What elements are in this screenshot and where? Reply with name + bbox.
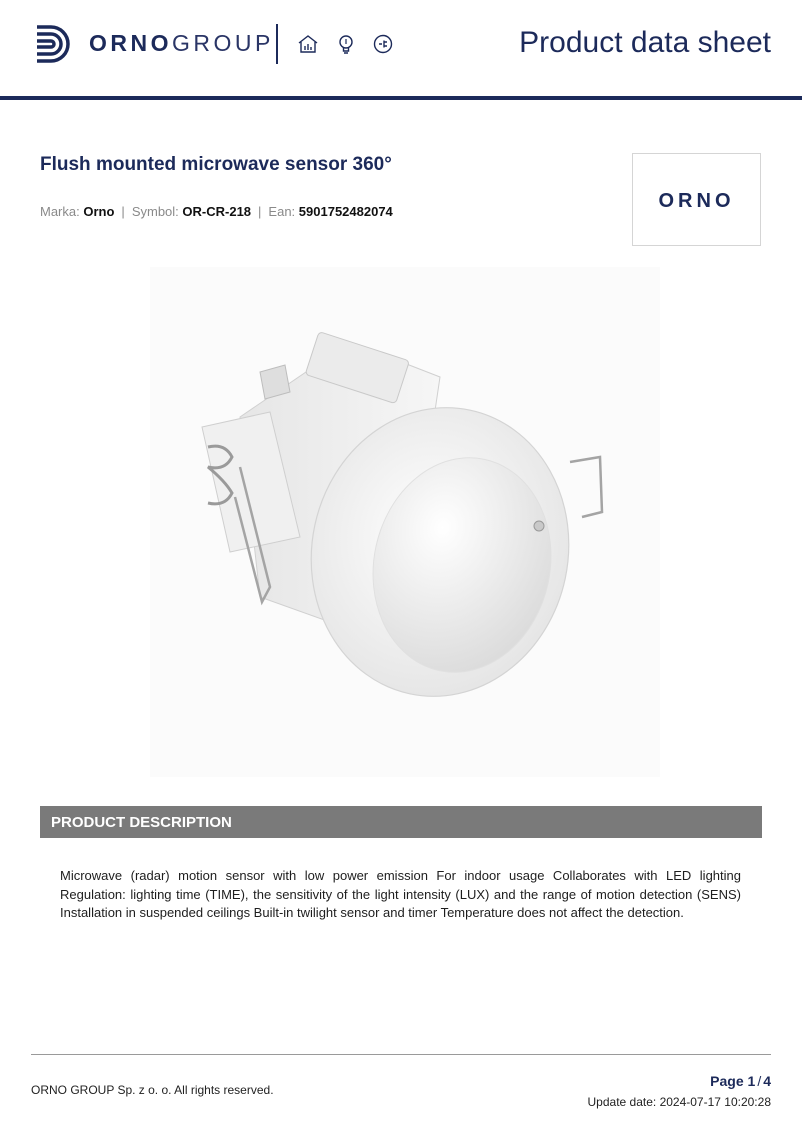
update-date [588, 1095, 772, 1109]
meta-separator: | [258, 204, 262, 219]
ean-label: Ean: [268, 204, 296, 219]
meta-separator: | [121, 204, 125, 219]
copyright-notice: ORNO GROUP Sp. z o. o. All rights reserved. [31, 1083, 274, 1097]
header-rule [0, 96, 802, 100]
product-image [150, 267, 660, 777]
footer-rule [31, 1054, 771, 1055]
document-title: Product data sheet [519, 26, 771, 59]
light-bulb-icon [335, 33, 357, 55]
product-title: Flush mounted microwave sensor 360° [40, 154, 392, 175]
product-description: Microwave (radar) motion sensor with low power emission For indoor usage Collaborates with LED lighting Regulation: lighting time (TIME), the sensitivity of the light intensity (LUX) and the range of motion detection (SENS) Installation in suspended ceilings Built-in twilight sensor and timer Temperature does not affect the detection. [60, 868, 741, 920]
orno-logo-icon [33, 23, 75, 65]
page-total: 4 [763, 1073, 771, 1089]
home-automation-icon [297, 33, 319, 55]
page-current: 1 [747, 1073, 756, 1089]
power-socket-icon [372, 33, 394, 55]
ean-value: 5901752482074 [298, 204, 393, 219]
company-name-light: GROUP [172, 30, 274, 56]
symbol-label: Symbol: [131, 204, 179, 219]
update-value: 2024-07-17 10:20:28 [659, 1095, 771, 1109]
section-title: PRODUCT DESCRIPTION [51, 814, 232, 831]
page-label: Page [710, 1073, 744, 1089]
page-header [0, 0, 802, 97]
header-divider [276, 24, 278, 64]
symbol-value: OR-CR-218 [182, 204, 252, 219]
section-header-product-description [40, 806, 762, 838]
brand-label: Marka: [40, 204, 80, 219]
brand-logo-box [632, 153, 761, 246]
page-indicator [710, 1073, 771, 1089]
company-logo-text [89, 30, 274, 57]
brand-logo-text: ORNO [658, 190, 735, 212]
company-name-bold: ORNO [89, 30, 172, 56]
update-label: Update date: [587, 1095, 657, 1109]
product-meta [40, 204, 393, 219]
page-separator: / [757, 1073, 762, 1089]
brand-value: Orno [83, 204, 115, 219]
